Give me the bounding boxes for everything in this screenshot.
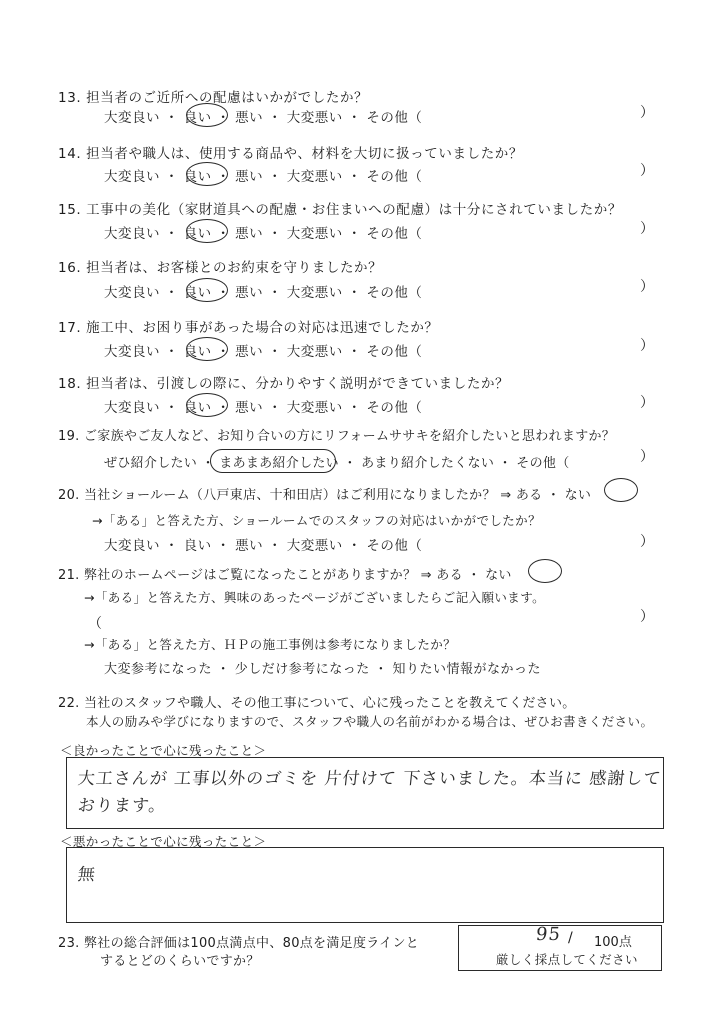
question-21: 21. 弊社のホームページはご覧になったことがありますか？ ⇒ ある ・ ない — [58, 568, 512, 583]
bad-comment-box — [66, 847, 664, 923]
score-max: 100点 — [594, 935, 632, 950]
q22-note: 本人の励みや学びになりますので、スタッフや職人の名前がわかる場合は、ぜひお書きください。 — [86, 714, 654, 729]
q16-options: 大変良い ・ 良い ・ 悪い ・ 大変悪い ・ その他（ — [104, 285, 423, 301]
q14-close-paren: ） — [640, 163, 654, 179]
good-comment-line-1: 大工さんが 工事以外のゴミを 片付けて 下さいました。本当に 感謝して — [76, 769, 663, 789]
question-18: 18. 担当者は、引渡しの際に、分かりやすく説明ができていましたか？ — [58, 376, 510, 392]
q17-close-paren: ） — [640, 338, 654, 354]
q18-close-paren: ） — [640, 395, 654, 411]
q20-options: 大変良い ・ 良い ・ 悪い ・ 大変悪い ・ その他（ — [104, 538, 423, 554]
bad-section-label: ＜悪かったことで心に残ったこと＞ — [60, 834, 267, 849]
good-comment-line-2: おります。 — [76, 796, 168, 816]
q19-close-paren: ） — [640, 449, 654, 465]
question-19: 19. ご家族やご友人など、お知り合いの方にリフォームササキを紹介したいと思われますか？ — [58, 429, 616, 444]
q17-options: 大変良い ・ 良い ・ 悪い ・ 大変悪い ・ その他（ — [104, 344, 423, 360]
question-23-line-1: 23. 弊社の総合評価は100点満点中、80点を満足度ラインと — [58, 936, 420, 951]
q15-close-paren: ） — [640, 221, 654, 237]
q13-answer-circle — [186, 103, 228, 127]
q21-options: 大変参考になった ・ 少しだけ参考になった ・ 知りたい情報がなかった — [104, 662, 542, 677]
score-value: 95 — [534, 924, 563, 945]
q21-sub-question-2: →「ある」と答えた方、ＨＰの施工事例は参考になりましたか？ — [84, 637, 457, 652]
q13-options: 大変良い ・ 良い ・ 悪い ・ 大変悪い ・ その他（ — [104, 110, 423, 126]
question-15: 15. 工事中の美化（家財道具への配慮・お住まいへの配慮）は十分にされていましたか？ — [58, 202, 622, 218]
q15-answer-circle — [186, 219, 228, 243]
q18-options: 大変良い ・ 良い ・ 悪い ・ 大変悪い ・ その他（ — [104, 400, 423, 416]
q14-answer-circle — [186, 162, 228, 186]
score-slash: / — [568, 930, 573, 946]
question-20: 20. 当社ショールーム（八戸東店、十和田店）はご利用になりましたか？ ⇒ ある ・ ない — [58, 488, 592, 503]
q18-answer-circle — [186, 393, 228, 417]
question-23-line-2: するとどのくらいですか？ — [100, 954, 260, 969]
good-section-label: ＜良かったことで心に残ったこと＞ — [60, 743, 267, 758]
q19-options: ぜひ紹介したい ・ まあまあ紹介したい ・ あまり紹介したくない ・ その他（ — [104, 456, 570, 471]
score-note: 厳しく採点してください — [496, 952, 638, 967]
q21-answer-circle — [528, 559, 562, 583]
q21-sub-question-1: →「ある」と答えた方、興味のあったページがございましたらご記入願います。 — [84, 590, 545, 605]
q14-options: 大変良い ・ 良い ・ 悪い ・ 大変悪い ・ その他（ — [104, 169, 423, 185]
q17-answer-circle — [186, 337, 228, 361]
question-14: 14. 担当者や職人は、使用する商品や、材料を大切に扱っていましたか？ — [58, 146, 523, 162]
q20-close-paren: ） — [640, 534, 654, 550]
q15-options: 大変良い ・ 良い ・ 悪い ・ 大変悪い ・ その他（ — [104, 226, 423, 242]
q21-close-paren: ） — [640, 609, 654, 625]
question-22: 22. 当社のスタッフや職人、その他工事について、心に残ったことを教えてください。 — [58, 696, 576, 711]
q20-sub-question: →「ある」と答えた方、ショールームでのスタッフの対応はいかがでしたか？ — [92, 513, 541, 528]
question-13: 13. 担当者のご近所への配慮はいかがでしたか？ — [58, 90, 369, 106]
q20-answer-circle — [604, 478, 638, 502]
bad-comment-text: 無 — [76, 865, 97, 885]
q16-close-paren: ） — [640, 279, 654, 295]
question-17: 17. 施工中、お困り事があった場合の対応は迅速でしたか？ — [58, 320, 439, 336]
question-16: 16. 担当者は、お客様とのお約束を守りましたか？ — [58, 260, 383, 276]
q21-open-paren: （ — [88, 616, 102, 632]
q16-answer-circle — [186, 278, 228, 302]
q19-answer-circle — [210, 449, 336, 473]
q13-close-paren: ） — [640, 105, 654, 121]
